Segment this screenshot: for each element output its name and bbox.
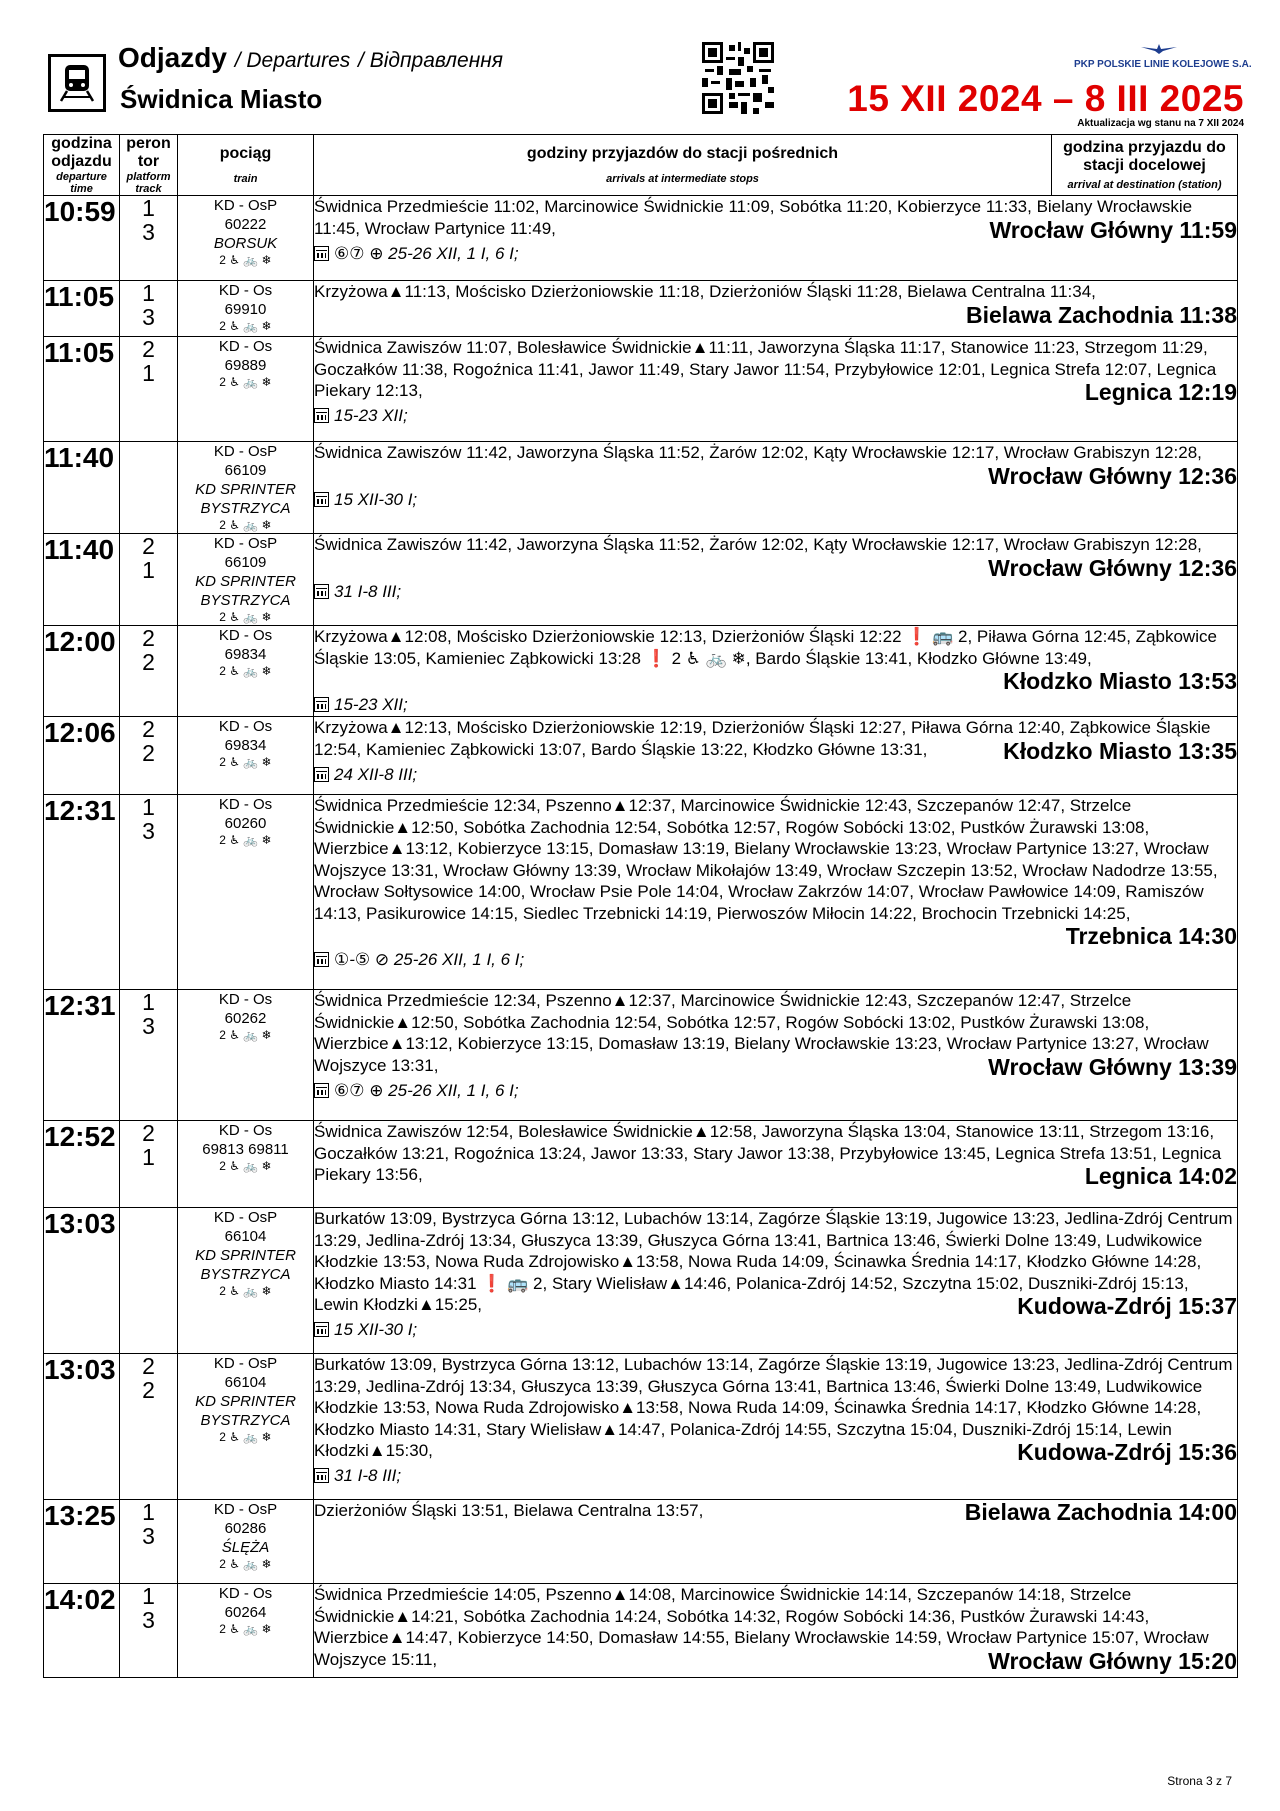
platform: 2 xyxy=(142,1353,155,1379)
table-row xyxy=(44,626,1238,717)
calendar-icon xyxy=(314,1083,329,1098)
calendar-icon xyxy=(314,408,329,423)
platform: 1 xyxy=(142,794,155,820)
train-number: 60286 xyxy=(224,1520,267,1537)
train-amenities: 2 ♿ 🚲 ❄ xyxy=(219,610,272,624)
track: 2 xyxy=(142,649,155,675)
train-info xyxy=(178,626,314,717)
route-cell xyxy=(314,281,1238,337)
table-row xyxy=(44,534,1238,626)
train-amenities: 2 ♿ 🚲 ❄ xyxy=(219,1557,272,1571)
calendar-icon xyxy=(314,952,329,967)
platform-track xyxy=(120,795,178,990)
train-info xyxy=(178,1584,314,1678)
track: 3 xyxy=(142,1523,155,1549)
route-cell xyxy=(314,1500,1238,1584)
train-number: 69834 xyxy=(224,737,267,754)
table-row xyxy=(44,196,1238,281)
train-amenities: 2 ♿ 🚲 ❄ xyxy=(219,1028,272,1042)
train-info xyxy=(178,1354,314,1500)
destination: Kłodzko Miasto 13:35 xyxy=(1003,737,1237,764)
platform-track xyxy=(120,337,178,442)
train-category: KD - OsP xyxy=(213,1355,278,1372)
col-stops: godziny przyjazdów do stacji pośrednich arrivals at intermediate stops xyxy=(314,135,1052,196)
table-row xyxy=(44,795,1238,990)
operating-days: 31 I-8 III; xyxy=(314,581,1237,603)
operating-days: ⑥⑦ ⊕ 25-26 XII, 1 I, 6 I; xyxy=(314,1080,1237,1102)
departure-time: 14:02 xyxy=(44,1584,120,1678)
destination: Bielawa Zachodnia 14:00 xyxy=(964,1499,1237,1525)
train-info xyxy=(178,281,314,337)
train-category: KD - Os xyxy=(218,338,273,355)
operating-days: 24 XII-8 III; xyxy=(314,764,1237,786)
platform: 1 xyxy=(142,280,155,306)
table-row xyxy=(44,281,1238,337)
train-info xyxy=(178,795,314,990)
departures-table xyxy=(43,134,1238,1678)
departure-time: 11:05 xyxy=(44,337,120,442)
platform: 1 xyxy=(142,1499,155,1525)
page-header xyxy=(44,40,1252,132)
validity-period: 15 XII 2024 – 8 III 2025 xyxy=(847,78,1244,119)
qr-code-icon[interactable] xyxy=(702,42,774,114)
route-cell xyxy=(314,1208,1238,1354)
train-amenities: 2 ♿ 🚲 ❄ xyxy=(219,518,272,532)
operating-days: 31 I-8 III; xyxy=(314,1465,1237,1487)
track: 2 xyxy=(142,740,155,766)
train-name: KD SPRINTER BYSTRZYCA xyxy=(195,481,296,517)
operating-days: 15-23 XII; xyxy=(314,694,1237,716)
train-amenities: 2 ♿ 🚲 ❄ xyxy=(219,319,272,333)
train-number: 69813 69811 xyxy=(202,1141,289,1158)
col-train: pociąg train xyxy=(178,135,314,196)
destination: Kudowa-Zdrój 15:36 xyxy=(1017,1439,1237,1465)
calendar-icon xyxy=(314,246,329,261)
train-name: KD SPRINTER BYSTRZYCA xyxy=(195,1393,296,1429)
train-number: 69834 xyxy=(224,646,267,663)
intermediate-stops: Krzyżowa▲11:13, Mościsko Dzierżoniowskie 11:18, Dzierżoniów Śląski 11:28, Bielawa Centralna 11:34, xyxy=(314,282,1096,301)
calendar-icon xyxy=(314,1322,329,1337)
intermediate-stops: Świdnica Zawiszów 11:42, Jaworzyna Śląska 11:52, Żarów 12:02, Kąty Wrocławskie 12:17, Wrocław Grabiszyn 12:28, xyxy=(314,443,1202,462)
train-category: KD - OsP xyxy=(213,197,278,214)
departure-time: 13:25 xyxy=(44,1500,120,1584)
track: 3 xyxy=(142,1013,155,1039)
route-cell xyxy=(314,626,1238,717)
calendar-icon xyxy=(314,1468,329,1483)
intermediate-stops: Dzierżoniów Śląski 13:51, Bielawa Centralna 13:57, xyxy=(314,1501,704,1520)
train-number: 66104 xyxy=(224,1228,267,1245)
intermediate-stops: Burkatów 13:09, Bystrzyca Górna 13:12, Lubachów 13:14, Zagórze Śląskie 13:19, Jugowice 13:23, Jedlina-Zdrój Centrum 13:29, Jedlina-Zdrój 13:34, Głuszyca 13:39, Głuszyca Górna 13:41, Bartnica 13:46, Świerki Dolne 13:49, Ludwikowice Kłodzkie 13:53, Nowa Ruda Zdrojowisko▲13:58, Nowa Ruda 14:09, Ścinawka Średnia 14:17, Kłodzko Główne 14:28, Kłodzko Miasto 14:31 ❗ 🚌 2, Stary Wielisław▲14:46, Polanica-Zdrój 14:52, Szczytna 15:02, Duszniki-Zdrój 15:13, Lewin Kłodzki▲15:25, xyxy=(314,1209,1233,1314)
destination: Wrocław Główny 13:39 xyxy=(988,1053,1237,1080)
destination: Wrocław Główny 11:59 xyxy=(989,216,1237,243)
train-category: KD - OsP xyxy=(213,1209,278,1226)
train-number: 60262 xyxy=(224,1010,267,1027)
destination: Kudowa-Zdrój 15:37 xyxy=(1017,1293,1237,1319)
platform-track xyxy=(120,196,178,281)
train-info xyxy=(178,196,314,281)
table-row xyxy=(44,1354,1238,1500)
platform: 2 xyxy=(142,1120,155,1146)
train-amenities: 2 ♿ 🚲 ❄ xyxy=(219,1284,272,1298)
track: 1 xyxy=(142,360,155,386)
intermediate-stops: Świdnica Przedmieście 12:34, Pszenno▲12:37, Marcinowice Świdnickie 12:43, Szczepanów 12:47, Strzelce Świdnickie▲12:50, Sobótka Zachodnia 12:54, Sobótka 12:57, Rogów Sobócki 13:02, Pustków Żurawski 13:08, Wierzbice▲13:12, Kobierzyce 13:15, Domasław 13:19, Bielany Wrocławskie 13:23, Wrocław Partynice 13:27, Wrocław Wojszyce 13:31, xyxy=(314,991,1209,1075)
platform: 2 xyxy=(142,625,155,651)
table-row xyxy=(44,442,1238,534)
train-info xyxy=(178,1500,314,1584)
intermediate-stops: Świdnica Zawiszów 11:42, Jaworzyna Śląska 11:52, Żarów 12:02, Kąty Wrocławskie 12:17, Wrocław Grabiszyn 12:28, xyxy=(314,535,1202,554)
page-number: Strona 3 z 7 xyxy=(1167,1774,1232,1788)
train-name: KD SPRINTER BYSTRZYCA xyxy=(195,573,296,609)
col-destination: godzina przyjazdu do stacji docelowej arrival at destination (station) xyxy=(1052,135,1238,196)
platform-track xyxy=(120,1584,178,1678)
departure-time: 12:52 xyxy=(44,1121,120,1208)
platform: 2 xyxy=(142,533,155,559)
operating-days: ⑥⑦ ⊕ 25-26 XII, 1 I, 6 I; xyxy=(314,243,1237,265)
platform-track xyxy=(120,717,178,795)
pkp-wings-icon xyxy=(1139,42,1179,56)
table-row xyxy=(44,337,1238,442)
table-row xyxy=(44,717,1238,795)
route-cell xyxy=(314,337,1238,442)
departure-time: 12:00 xyxy=(44,626,120,717)
platform: 1 xyxy=(142,989,155,1015)
train-category: KD - Os xyxy=(218,282,273,299)
destination: Wrocław Główny 15:20 xyxy=(988,1647,1237,1674)
destination: Kłodzko Miasto 13:53 xyxy=(1003,668,1237,694)
train-info xyxy=(178,1121,314,1208)
table-row xyxy=(44,1121,1238,1208)
train-number: 66109 xyxy=(224,462,267,479)
platform: 2 xyxy=(142,716,155,742)
departure-time: 10:59 xyxy=(44,196,120,281)
train-amenities: 2 ♿ 🚲 ❄ xyxy=(219,833,272,847)
intermediate-stops: Świdnica Zawiszów 11:07, Bolesławice Świdnickie▲11:11, Jaworzyna Śląska 11:17, Stanowice 11:23, Strzegom 11:29, Goczałków 11:38, Rogoźnica 11:41, Jawor 11:49, Stary Jawor 11:54, Przybyłowice 12:01, Legnica Strefa 12:07, Legnica Piekary 12:13, xyxy=(314,338,1217,400)
table-row xyxy=(44,990,1238,1121)
platform-track xyxy=(120,1354,178,1500)
track: 1 xyxy=(142,557,155,583)
intermediate-stops: Świdnica Przedmieście 11:02, Marcinowice Świdnickie 11:09, Sobótka 11:20, Kobierzyce 11:33, Bielany Wrocławskie 11:45, Wrocław Partynice 11:49, xyxy=(314,197,1193,238)
platform: 1 xyxy=(142,1583,155,1609)
track: 3 xyxy=(142,1607,155,1633)
route-cell xyxy=(314,196,1238,281)
train-number: 60264 xyxy=(224,1604,267,1621)
train-amenities: 2 ♿ 🚲 ❄ xyxy=(219,1430,272,1444)
intermediate-stops: Burkatów 13:09, Bystrzyca Górna 13:12, Lubachów 13:14, Zagórze Śląskie 13:19, Jugowice 13:23, Jedlina-Zdrój Centrum 13:29, Jedlina-Zdrój 13:34, Głuszyca 13:39, Głuszyca Górna 13:41, Bartnica 13:46, Świerki Dolne 13:49, Ludwikowice Kłodzkie 13:53, Nowa Ruda Zdrojowisko▲13:58, Nowa Ruda 14:09, Ścinawka Średnia 14:17, Kłodzko Główne 14:28, Kłodzko Miasto 14:31, Stary Wielisław▲14:47, Polanica-Zdrój 14:55, Szczytna 15:04, Duszniki-Zdrój 15:14, Lewin Kłodzki▲15:30, xyxy=(314,1355,1233,1460)
operating-days: ①-⑤ ⊘ 25-26 XII, 1 I, 6 I; xyxy=(314,949,1237,971)
platform-track xyxy=(120,281,178,337)
train-info xyxy=(178,337,314,442)
col-track: peron tor platform track xyxy=(120,135,178,196)
platform: 1 xyxy=(142,195,155,221)
train-amenities: 2 ♿ 🚲 ❄ xyxy=(219,755,272,769)
route-cell xyxy=(314,717,1238,795)
table-header xyxy=(44,135,1238,196)
platform-track xyxy=(120,1121,178,1208)
train-category: KD - Os xyxy=(218,627,273,644)
intermediate-stops: Świdnica Przedmieście 14:05, Pszenno▲14:08, Marcinowice Świdnickie 14:14, Szczepanów 14:18, Strzelce Świdnickie▲14:21, Sobótka Zachodnia 14:24, Sobótka 14:32, Rogów Sobócki 14:36, Pustków Żurawski 14:43, Wierzbice▲14:47, Kobierzyce 14:50, Domasław 14:55, Bielany Wrocławskie 14:59, Wrocław Partynice 15:07, Wrocław Wojszyce 15:11, xyxy=(314,1585,1209,1669)
train-category: KD - OsP xyxy=(213,1501,278,1518)
train-category: KD - Os xyxy=(218,1585,273,1602)
departure-time: 12:06 xyxy=(44,717,120,795)
platform-track xyxy=(120,1500,178,1584)
destination: Trzebnica 14:30 xyxy=(1065,923,1237,949)
table-row xyxy=(44,1208,1238,1354)
operating-days: 15 XII-30 I; xyxy=(314,489,1237,511)
train-amenities: 2 ♿ 🚲 ❄ xyxy=(219,1159,272,1173)
track: 2 xyxy=(142,1377,155,1403)
track: 1 xyxy=(142,1144,155,1170)
departure-time: 12:31 xyxy=(44,990,120,1121)
train-number: 66104 xyxy=(224,1374,267,1391)
table-row xyxy=(44,1584,1238,1678)
departure-time: 13:03 xyxy=(44,1354,120,1500)
station-name: Świdnica Miasto xyxy=(120,84,323,114)
operating-days: 15 XII-30 I; xyxy=(314,1319,1237,1341)
destination: Wrocław Główny 12:36 xyxy=(988,554,1237,581)
destination: Wrocław Główny 12:36 xyxy=(988,462,1237,489)
train-category: KD - Os xyxy=(218,718,273,735)
pkp-logo: PKP POLSKIE LINIE KOLEJOWE S.A. xyxy=(1074,42,1244,70)
track: 3 xyxy=(142,818,155,844)
platform: 2 xyxy=(142,336,155,362)
route-cell xyxy=(314,442,1238,534)
intermediate-stops: Krzyżowa▲12:08, Mościsko Dzierżoniowskie 12:13, Dzierżoniów Śląski 12:22 ❗ 🚌 2, Piława Górna 12:45, Ząbkowice Śląskie 13:05, Kamieniec Ząbkowicki 13:28 ❗ 2 ♿ 🚲 ❄, Bardo Śląskie 13:41, Kłodzko Główne 13:49, xyxy=(314,627,1217,668)
train-info xyxy=(178,1208,314,1354)
col-time: godzina odjazdu departure time xyxy=(44,135,120,196)
train-amenities: 2 ♿ 🚲 ❄ xyxy=(219,375,272,389)
departure-time: 11:40 xyxy=(44,534,120,626)
route-cell xyxy=(314,1354,1238,1500)
calendar-icon xyxy=(314,584,329,599)
train-info xyxy=(178,717,314,795)
route-cell xyxy=(314,1584,1238,1678)
intermediate-stops: Świdnica Zawiszów 12:54, Bolesławice Świdnickie▲12:58, Jaworzyna Śląska 13:04, Stanowice 13:11, Strzegom 13:16, Goczałków 13:21, Rogoźnica 13:24, Jawor 13:33, Stary Jawor 13:38, Przybyłowice 13:45, Legnica Strefa 13:51, Legnica Piekary 13:56, xyxy=(314,1122,1222,1184)
train-info xyxy=(178,534,314,626)
train-amenities: 2 ♿ 🚲 ❄ xyxy=(219,664,272,678)
intermediate-stops: Krzyżowa▲12:13, Mościsko Dzierżoniowskie 12:19, Dzierżoniów Śląski 12:27, Piława Górna 12:40, Ząbkowice Śląskie 12:54, Kamieniec Ząbkowicki 13:07, Bardo Śląskie 13:22, Kłodzko Główne 13:31, xyxy=(314,718,1211,759)
train-name: ŚLĘŻA xyxy=(221,1539,270,1556)
train-category: KD - Os xyxy=(218,796,273,813)
departure-time: 12:31 xyxy=(44,795,120,990)
train-amenities: 2 ♿ 🚲 ❄ xyxy=(219,1622,272,1636)
route-cell xyxy=(314,534,1238,626)
train-number: 60222 xyxy=(224,216,267,233)
table-row xyxy=(44,1500,1238,1584)
platform-track xyxy=(120,626,178,717)
intermediate-stops: Świdnica Przedmieście 12:34, Pszenno▲12:37, Marcinowice Świdnickie 12:43, Szczepanów 12:47, Strzelce Świdnickie▲12:50, Sobótka Zachodnia 12:54, Sobótka 12:57, Rogów Sobócki 13:02, Pustków Żurawski 13:08, Wierzbice▲13:12, Kobierzyce 13:15, Domasław 13:19, Bielany Wrocławskie 13:23, Wrocław Partynice 13:27, Wrocław Wojszyce 13:31, Wrocław Główny 13:39, Wrocław Mikołajów 13:49, Wrocław Szczepin 13:52, Wrocław Nadodrze 13:55, Wrocław Sołtysowice 14:00, Wrocław Psie Pole 14:04, Wrocław Zakrzów 14:07, Wrocław Pawłowice 14:09, Ramiszów 14:13, Pasikurowice 14:15, Siedlec Trzebnicki 14:19, Pierwoszów Miłocin 14:22, Brochocin Trzebnicki 14:25, xyxy=(314,796,1218,923)
page-title: Odjazdy / Departures / Відправлення xyxy=(118,42,504,73)
route-cell xyxy=(314,1121,1238,1208)
departure-time: 11:40 xyxy=(44,442,120,534)
platform-track xyxy=(120,534,178,626)
train-name: BORSUK xyxy=(213,235,278,252)
track: 3 xyxy=(142,304,155,330)
calendar-icon xyxy=(314,492,329,507)
platform-track xyxy=(120,442,178,534)
operating-days: 15-23 XII; xyxy=(314,405,1237,427)
calendar-icon xyxy=(314,767,329,782)
train-number: 69910 xyxy=(224,301,267,318)
train-icon xyxy=(48,54,106,112)
destination: Legnica 12:19 xyxy=(1084,379,1237,405)
destination: Bielawa Zachodnia 11:38 xyxy=(965,301,1237,328)
platform-track xyxy=(120,1208,178,1354)
train-info xyxy=(178,990,314,1121)
train-amenities: 2 ♿ 🚲 ❄ xyxy=(219,253,272,267)
departure-time: 13:03 xyxy=(44,1208,120,1354)
train-number: 60260 xyxy=(224,815,267,832)
destination: Legnica 14:02 xyxy=(1084,1163,1237,1189)
route-cell xyxy=(314,795,1238,990)
track: 3 xyxy=(142,219,155,245)
train-category: KD - OsP xyxy=(213,535,278,552)
platform-track xyxy=(120,990,178,1121)
calendar-icon xyxy=(314,697,329,712)
train-category: KD - Os xyxy=(218,1122,273,1139)
departure-time: 11:05 xyxy=(44,281,120,337)
train-category: KD - OsP xyxy=(213,443,278,460)
update-note: Aktualizacja wg stanu na 7 XII 2024 xyxy=(1077,118,1244,129)
route-cell xyxy=(314,990,1238,1121)
train-number: 66109 xyxy=(224,554,267,571)
train-category: KD - Os xyxy=(218,991,273,1008)
train-name: KD SPRINTER BYSTRZYCA xyxy=(195,1247,296,1283)
train-info xyxy=(178,442,314,534)
train-number: 69889 xyxy=(224,357,267,374)
